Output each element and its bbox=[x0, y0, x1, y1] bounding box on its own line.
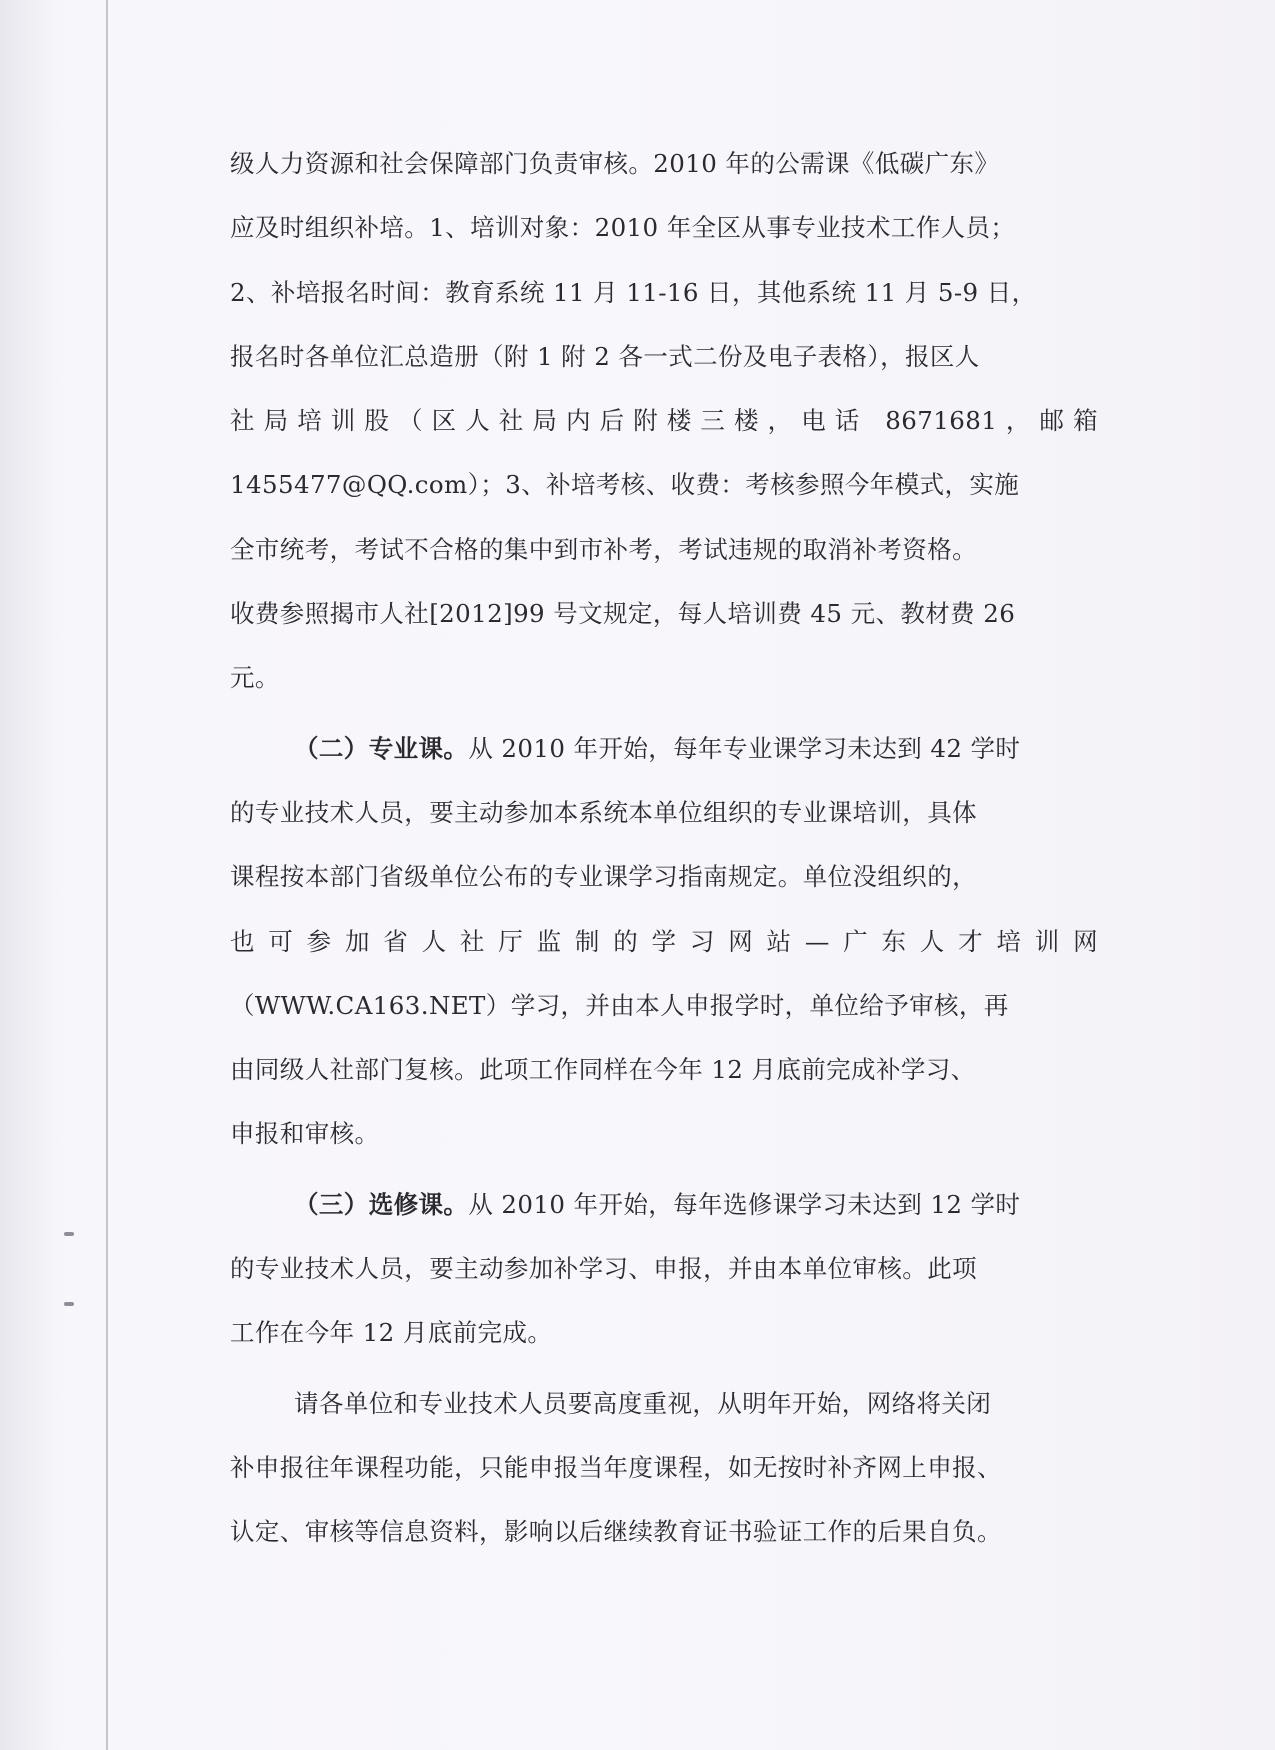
text-line: 2、补培报名时间：教育系统 11 月 11-16 日，其他系统 11 月 5-9 日， bbox=[230, 277, 1037, 307]
text-line: 由同级人社部门复核。此项工作同样在今年 12 月底前完成补学习、 bbox=[230, 1055, 976, 1085]
section-text: 从 2010 年开始，每年专业课学习未达到 42 学时 bbox=[468, 733, 1021, 763]
text-line: 工作在今年 12 月底前完成。 bbox=[230, 1318, 553, 1348]
paragraph-public-course bbox=[230, 132, 1098, 711]
text-line: 级人力资源和社会保障部门负责审核。2010 年的公需课《低碳广东》 bbox=[230, 149, 1000, 178]
binding-margin-line bbox=[106, 0, 108, 1750]
paragraph-professional-course bbox=[230, 717, 1098, 1167]
text-line: 也可参加省人社厅监制的学习网站—广东人才培训网 bbox=[230, 926, 1098, 956]
text-line: （WWW.CA163.NET）学习，并由本人申报学时，单位给予审核，再 bbox=[230, 990, 1009, 1020]
text-line: 请各单位和专业技术人员要高度重视，从明年开始，网络将关闭 bbox=[294, 1388, 992, 1418]
text-line: 收费参照揭市人社[2012]99 号文规定，每人培训费 45 元、教材费 26 bbox=[230, 599, 1016, 629]
text-line: 应及时组织补培。1、培训对象：2010 年全区从事专业技术工作人员； bbox=[230, 213, 1016, 243]
staple-mark bbox=[64, 1232, 74, 1236]
text-line: 的专业技术人员，要主动参加本系统本单位组织的专业课培训，具体 bbox=[230, 797, 977, 827]
text-line: 申报和审核。 bbox=[230, 1119, 380, 1149]
paragraph-closing-notice bbox=[230, 1372, 1098, 1565]
document-body bbox=[230, 132, 1098, 1565]
staple-mark bbox=[64, 1302, 74, 1306]
text-line: 社局培训股（区人社局内后附楼三楼，电话 8671681，邮箱 bbox=[230, 406, 1098, 436]
text-line: 课程按本部门省级单位公布的专业课学习指南规定。单位没组织的， bbox=[230, 862, 977, 892]
paragraph-elective-course bbox=[230, 1173, 1098, 1366]
text-line bbox=[230, 1173, 1098, 1237]
text-line: 认定、审核等信息资料，影响以后继续教育证书验证工作的后果自负。 bbox=[230, 1517, 1002, 1547]
text-line: 1455477@QQ.com）；3、补培考核、收费：考核参照今年模式，实施 bbox=[230, 470, 1020, 500]
text-line: 元。 bbox=[230, 663, 280, 693]
section-heading: （二）专业课。 bbox=[294, 733, 469, 763]
text-line: 的专业技术人员，要主动参加补学习、申报，并由本单位审核。此项 bbox=[230, 1254, 977, 1284]
text-line: 补申报往年课程功能，只能申报当年度课程，如无按时补齐网上申报、 bbox=[230, 1452, 1002, 1482]
text-line: 全市统考，考试不合格的集中到市补考，考试违规的取消补考资格。 bbox=[230, 534, 977, 564]
text-line bbox=[230, 717, 1098, 781]
text-line: 报名时各单位汇总造册（附 1 附 2 各一式二份及电子表格），报区人 bbox=[230, 341, 980, 371]
section-heading: （三）选修课。 bbox=[294, 1189, 469, 1219]
section-text: 从 2010 年开始，每年选修课学习未达到 12 学时 bbox=[468, 1189, 1021, 1219]
